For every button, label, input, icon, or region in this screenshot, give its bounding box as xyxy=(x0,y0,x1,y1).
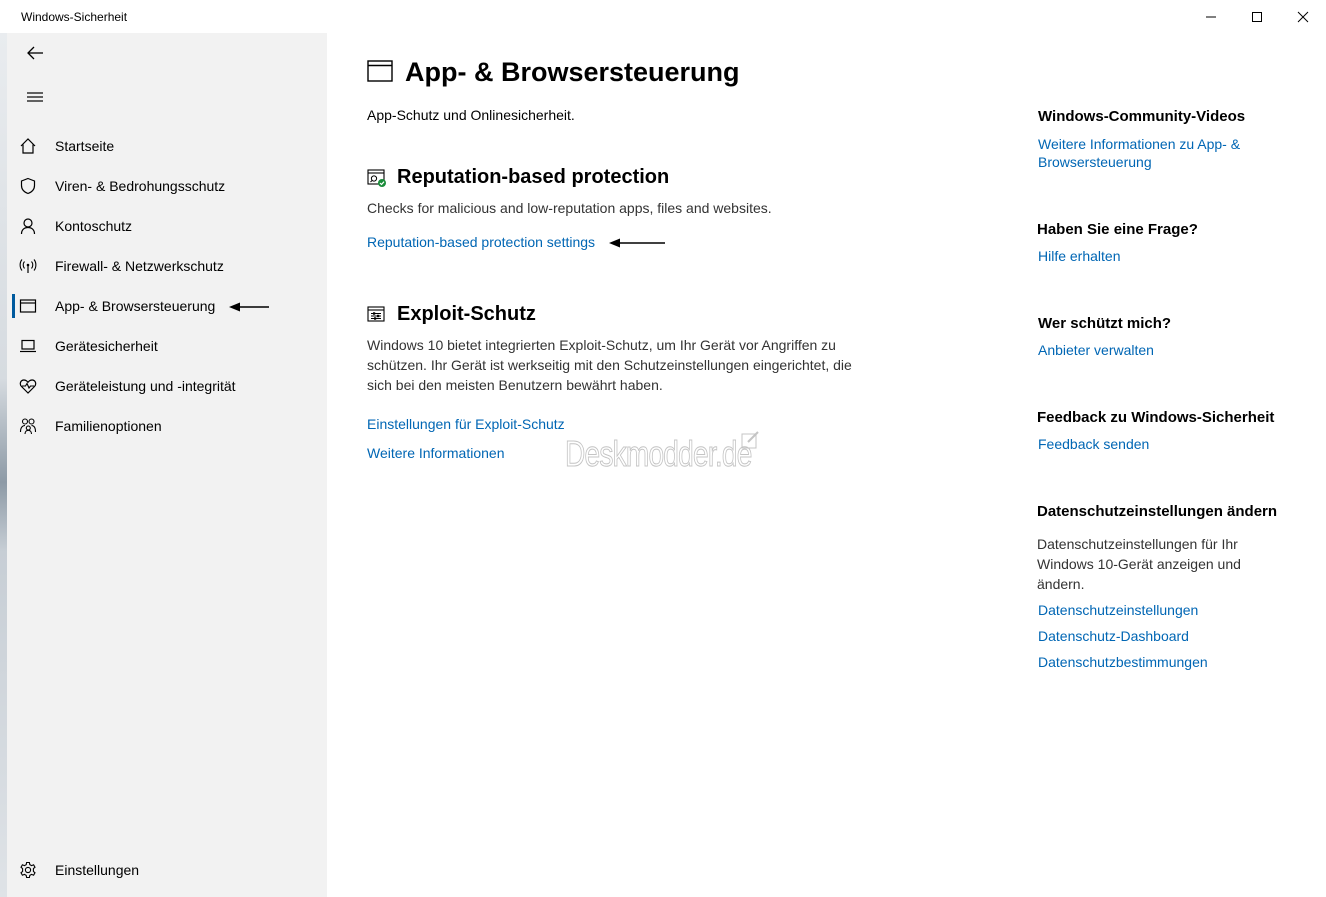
close-button[interactable] xyxy=(1280,0,1326,33)
feedback-title: Feedback zu Windows-Sicherheit xyxy=(1037,409,1275,426)
get-help-link[interactable]: Hilfe erhalten xyxy=(1038,248,1121,264)
sidebar-item-app-browser[interactable] xyxy=(7,286,327,326)
maximize-button[interactable] xyxy=(1234,0,1280,33)
sidebar-item-startseite[interactable] xyxy=(7,126,327,166)
sidebar-item-label: Startseite xyxy=(55,138,115,154)
back-arrow-icon xyxy=(26,45,44,61)
window-title: Windows-Sicherheit xyxy=(21,10,128,24)
arrow-annotation-icon xyxy=(609,237,665,249)
exploit-more-info-link[interactable]: Weitere Informationen xyxy=(367,445,505,461)
browser-window-icon xyxy=(19,297,37,315)
maximize-icon xyxy=(1251,11,1263,23)
family-icon xyxy=(19,417,37,435)
watermark: Deskmodder.de xyxy=(565,433,752,474)
reputation-section-title: Reputation-based protection xyxy=(397,166,670,188)
shield-icon xyxy=(19,177,37,195)
person-icon xyxy=(19,217,37,235)
sidebar-item-label: App- & Browsersteuerung xyxy=(55,298,216,314)
antenna-icon xyxy=(19,257,37,275)
sidebar-item-label: Geräteleistung und -integrität xyxy=(55,378,236,394)
sidebar-item-geraeteleistung[interactable] xyxy=(7,366,327,406)
sidebar-item-geraetesicherheit[interactable] xyxy=(7,326,327,366)
exploit-protection-icon xyxy=(367,305,387,325)
gear-icon xyxy=(19,861,37,879)
sidebar-item-label: Familienoptionen xyxy=(55,418,162,434)
exploit-section-description: Windows 10 bietet integrierten Exploit-Schutz, um Ihr Gerät vor Angriffen zu schützen. Ihr Gerät ist werkseitig mit den Schutzeinstellungen eingerichtet, die sich bei den meisten Benutzern bewährt haben. xyxy=(367,337,852,393)
sidebar-item-label: Gerätesicherheit xyxy=(55,338,158,354)
sidebar-item-label: Firewall- & Netzwerkschutz xyxy=(55,258,224,274)
reputation-settings-link[interactable]: Reputation-based protection settings xyxy=(367,234,596,250)
privacy-description: Datenschutzeinstellungen für Ihr Windows 10-Gerät anzeigen und ändern. xyxy=(1037,536,1241,592)
hamburger-menu-button[interactable] xyxy=(15,79,55,115)
page-subtitle: App-Schutz und Onlinesicherheit. xyxy=(367,107,575,123)
sidebar-item-firewall[interactable] xyxy=(7,246,327,286)
close-icon xyxy=(1297,11,1309,23)
sidebar-item-viren[interactable] xyxy=(7,166,327,206)
sidebar-item-einstellungen[interactable] xyxy=(7,850,327,890)
main-content xyxy=(327,33,1326,897)
privacy-settings-link[interactable]: Datenschutzeinstellungen xyxy=(1038,602,1199,618)
sidebar-item-kontoschutz[interactable] xyxy=(7,206,327,246)
sidebar-item-familienoptionen[interactable] xyxy=(7,406,327,446)
exploit-settings-link[interactable]: Einstellungen für Exploit-Schutz xyxy=(367,416,565,432)
manage-providers-link[interactable]: Anbieter verwalten xyxy=(1038,342,1154,358)
exploit-section-title: Exploit-Schutz xyxy=(397,303,536,325)
reputation-section-description: Checks for malicious and low-reputation apps, files and websites. xyxy=(367,200,772,216)
sidebar-item-label: Kontoschutz xyxy=(55,218,133,234)
home-icon xyxy=(19,137,37,155)
privacy-title: Datenschutzeinstellungen ändern xyxy=(1037,503,1278,520)
privacy-statement-link[interactable]: Datenschutzbestimmungen xyxy=(1038,654,1208,670)
reputation-check-icon xyxy=(367,168,387,188)
sidebar xyxy=(7,33,327,897)
sidebar-item-label: Viren- & Bedrohungsschutz xyxy=(55,178,226,194)
hamburger-icon xyxy=(27,91,43,103)
page-title: App- & Browsersteuerung xyxy=(405,57,740,87)
title-bar xyxy=(0,0,1326,33)
desktop-edge xyxy=(0,33,7,897)
send-feedback-link[interactable]: Feedback senden xyxy=(1038,436,1150,452)
back-button[interactable] xyxy=(15,35,55,71)
who-protects-title: Wer schützt mich? xyxy=(1038,315,1172,332)
browser-window-icon xyxy=(367,60,393,82)
question-title: Haben Sie eine Frage? xyxy=(1037,221,1198,238)
community-more-info-link[interactable]: Weitere Informationen zu App- & Browsersteuerung xyxy=(1038,136,1241,170)
privacy-dashboard-link[interactable]: Datenschutz-Dashboard xyxy=(1038,628,1189,644)
community-videos-title: Windows-Community-Videos xyxy=(1038,108,1246,125)
arrow-annotation-icon xyxy=(229,301,269,313)
minimize-button[interactable] xyxy=(1188,0,1234,33)
laptop-icon xyxy=(19,337,37,355)
sidebar-item-label: Einstellungen xyxy=(55,862,140,878)
active-indicator xyxy=(12,294,15,318)
pencil-icon xyxy=(740,430,760,450)
heart-pulse-icon xyxy=(19,377,37,395)
minimize-icon xyxy=(1205,11,1217,23)
